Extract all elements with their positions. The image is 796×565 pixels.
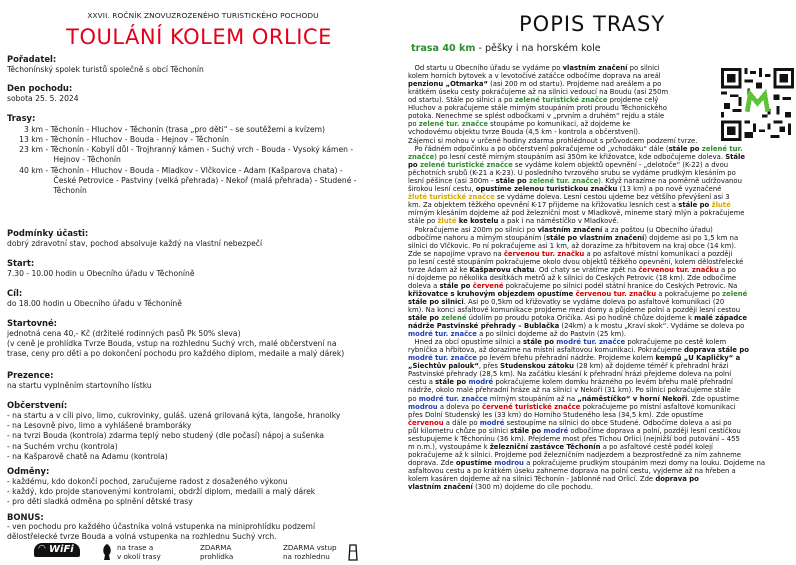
left-column: [0, 0, 398, 563]
reward-item: - každému, kdo dokončí pochod, zaručujeme radost z dosaženého výkonu: [7, 477, 288, 486]
refreshments-label: Občerstvení:: [7, 400, 68, 410]
route-row: [7, 145, 353, 155]
route-subtitle-km: trasa 40 km: [411, 43, 476, 54]
suchy-caption-line: na rozhlednu: [283, 552, 330, 561]
route-row: [7, 125, 325, 135]
refreshments-list: [7, 411, 340, 462]
route-text: - Těchonín - Kobylí důl - Trojhranný kámen - Suchý vrch - Bouda - Vysoký kámen -: [45, 145, 354, 154]
rewards-list: [7, 477, 315, 508]
geocache-icon: [100, 543, 114, 561]
start-label: Start:: [7, 258, 35, 268]
route-description-title: POPIS TRASY: [519, 12, 666, 36]
finish-text: do 18.00 hodin u Obecního úřadu v Těchoníně: [7, 299, 182, 308]
bouda-caption-line: prohlídka: [200, 552, 234, 561]
organizer-label: Pořadatel:: [7, 54, 57, 64]
fee-text: [7, 329, 344, 360]
route-description-text: Zájemci si mohou v určené hodiny zdarma prohlédnout s průvodcem podzemí tvrze. Po řádném odpočinku a po občerstvení pokračujeme od „vchodáku“ dále (stále po zelené tur. značce) po lesní cestě mírným stoupáním asi 350m ke křižovatce, kde odbočujeme doleva. Stále po zelené turistické značce se vydáme kolem objektů opevnění - „delotoče“ (K-22) a dvou pěchotních srubů (K-21 a K-23). U posledního tvrzového srubu se vydáme prudkým klesáním po lesní pěšince (asi 300m - stále po zelené tur. značce). Když narazíme na poměrně udržovanou širokou lesní cestu, opustíme zelenou turistickou značku (13 km) a po nově vyznačené žluté turistické značce se vydáme doleva. Lesní cestou ujdeme bez většího převýšení asi 3 km. Za objektem těžkého opevnění K-17 přijdeme na křižovatku lesních cest a stále po žluté mírným klesáním dojdeme až pod železniční most v Mladkově, mineme starý mlýn a pokračujeme stále po žluté ke kostelu a pak i na náměstíčko v Mladkově. Pokračujeme asi 200m po silnici po vlastním značení a za poštou (u Obecního úřadu) odbočíme nahoru a mírným stoupáním (stále po vlastním značení) dojdeme asi po 1,5 km na silnici do Vlčkovic. Po ní pokračujeme asi 1 km, až dorazíme za hřbitovem na kraj obce (14 km). Zde se napojíme vpravo na červenou tur. značku a po asfaltové místní komunikaci a později po lesní cestě stoupáním pokračujeme okolo dvou objektů těžkého opevnění, kolem dělostřelecké tvrze Adam až ke Kašparovu chatu. Od chaty se vrátíme zpět na červenou tur. značku a po ní dojdeme po několika desítkách metrů až k silnici do Českých Petrovic (18 km). Zde odbočíme doleva a stále po červené pokračujeme po silnici podél státní hranice do Českých Petrovic. Na křižovatce s kruhovým objezdem opustíme červenou tur. značku a pokračujeme po zelené stále po silnici. Asi po 0,5km od křižovatky se vydáme doleva po asfaltové komunikaci (20 km). Na konci asfaltové komunikace projdeme mezi domy a půjdeme polní a později lesní cestou stále po zelené údolím po proudu potoka Oričíka. Asi po hodině chůze dojdeme k malé západce nádrže Pastvinské přehrady – Bublačka (24km) a k mostu „Kraví skok“. Vydáme se doleva po modré tur. značce a po silnici dojdeme až do Pastvin (25 km). Hned za obcí opustíme silnici a stále po modré tur. značce pokračujeme po cestě kolem rybníčka a hřbitova, až dorazíme na místní asfaltovou komunikaci. Pokračujeme doprava stále po modré tur. značce po levém břehu přehradní nádrže. Projdeme kolem kempů „U Kapličky“ a „Šiechtův palouk“, přes Studenskou zátoku (28 km) až dojdeme téměř k přehradní hrázi Pastvinské přehrady (28,5 km). Na začátku klesání k přehradní hrázi přejdeme doleva na polní cestu a stále po modré pokračujeme kolem domku hrázného po levém břehu malé přehradní nádrže, okolo malé přehradní hráze až na silnici v Nekoři (31 km). Po silnici pokračujeme stále po modré tur. značce mírným stoupáním až na „náměstíčko“ v horní Nekoři. Zde opustíme modrou a doleva po červené turistické značce pokračujeme po místní asfaltové komunikaci přes Dolní Studenský les (33 km) do Horního Studeného lesa (34,5 km). Zde opustíme červenou a dále po modré sestoupíme na silnici do obce Studené. Odbočíme doleva a asi po půl kilometru chůze po silnici stále po modré odbočíme doprava a polní, později lesní cestičkou sestupujeme k Těchonínu (36 km). Přejdeme most přes Tichou Orlici (nejnižší bod putování – 455 m n.m.), vystoupáme k železniční zastávce Těchonín a po asfaltové cestě podél kolejí pokračujeme až k silnici. Projdeme pod železničním nadjezdem a bezprostředně za ním zahneme doprava. Zde opustíme modrou a pokračujeme prudkým stoupáním mezi domy na louku. Dojdeme na asfaltovou cestu a po krátkém úseku zahneme doprava na polní cestu, vyjdeme až na hřeben a kolem kasáren dojdeme až na silnici Těchonín - Jablonné nad Orlicí. Zde doprava po vlastním značení (300 m) dojdeme do cíle pochodu.: [408, 137, 766, 492]
route-text: České Petrovice - Pastviny (velká přehrada) - Nekoř (malá přehrada) - Studené -: [53, 176, 357, 185]
wifi-icon: ◠: [38, 544, 46, 554]
event-edition-header: XXVII. ROČNÍK ZNOVUZROZENÉHO TURISTICKÉHO POCHODU: [87, 11, 319, 20]
bouda-caption-line: ZDARMA: [200, 543, 232, 552]
refreshment-item: - na Kašparově chatě na Adamu (kontrola): [7, 451, 168, 461]
route-text: - Těchonín - Hluchov - Těchonín (trasa „pro děti“ - se soutěžemi a kvízem): [45, 125, 326, 134]
route-subtitle: [411, 43, 601, 54]
event-title: TOULÁNÍ KOLEM ORLICE: [66, 25, 332, 49]
route-row: [7, 186, 87, 196]
date-label: Den pochodu:: [7, 83, 73, 93]
route-km: 23 km: [19, 145, 43, 154]
bonus-line: - ven pochodu pro každého účastníka volná vstupenka na miniprohlídku podzemí: [7, 522, 316, 531]
route-text: - Těchonín - Hluchov - Bouda - Mladkov - Vlčkovice - Adam (Kašparova chata) -: [45, 166, 343, 175]
route-km: 13 km: [19, 135, 43, 144]
geocache-caption: [117, 543, 161, 561]
bonus-text: [7, 522, 315, 542]
finish-label: Cíl:: [7, 288, 23, 298]
conditions-text: dobrý zdravotní stav, pochod absolvuje každý na vlastní nebezpečí: [7, 239, 263, 248]
wifi-badge: [34, 543, 80, 557]
organizer-text: Těchonínský spolek turistů společně s obcí Těchonín: [7, 65, 204, 74]
wifi-label: WiFi: [49, 544, 74, 555]
route-text: - Těchonín - Hluchov - Bouda - Hejnov - Těchonín: [45, 135, 229, 144]
lookout-tower-icon: [346, 543, 360, 561]
conditions-label: Podmínky účasti:: [7, 228, 89, 238]
route-row: [7, 176, 357, 186]
route-row: [7, 166, 343, 176]
refreshment-item: - na Suchém vrchu (kontrola): [7, 441, 118, 451]
right-column: [403, 0, 796, 563]
registration-label: Prezence:: [7, 370, 54, 380]
rewards-label: Odměny:: [7, 466, 50, 476]
bouda-caption: [200, 543, 233, 561]
registration-text: na startu vyplněním startovního lístku: [7, 381, 152, 390]
bonus-line: dělostřelecké tvrze Bouda a volná vstupenka na rozhlednu Suchý vrch.: [7, 532, 277, 542]
refreshment-item: - na startu a v cíli pivo, limo, cukrovinky, guláš. uzená grilovaná kýta, langoše, hranolky: [7, 411, 341, 420]
refreshment-item: - na tvrzi Bouda (kontrola) zdarma teplý nebo studený (dle počasí) nápoj a sušenka: [7, 431, 325, 441]
route-text: Hejnov - Těchonín: [53, 155, 121, 164]
date-text: sobota 25. 5. 2024: [7, 94, 79, 103]
fee-line: trase, ceny pro děti a po dokončení pochodu pro každého diplom, medaile a malý dárek): [7, 349, 345, 359]
route-km: 40 km: [19, 166, 43, 175]
routes-label: Trasy:: [7, 113, 36, 123]
suchy-caption-line: ZDARMA vstup: [283, 543, 337, 552]
refreshment-item: - na Lesovně pivo, limo a vyhlášené bramboráky: [7, 421, 192, 431]
route-description-text: Od startu u Obecního úřadu se vydáme po vlastním značení po silnici kolem horních bytovek a v levotočivé zatáčce odbočíme doprava na areál penzionu „Otmarka“ (asi 200 m od startu). Projdeme nad areálem a po krátkém úseku cesty pokračujeme až na silnici vedoucí na Boudu (asi 250m od startu). Stále po silnici a po zelené turistické značce projdeme celý Hluchov a pokračujeme stále mírným stoupáním proti proudu Těchonického potoka. Nenechme se splést odbočkami v „prvním a druhém“ rejdu a stále po zelené tur. značce stoupáme po komunikaci, až dojdeme ke vchodovému objektu tvrze Bouda (4,5 km - kontrola a občerstvení).: [408, 64, 669, 137]
route-subtitle-rest: - pěšky i na horském kole: [475, 43, 601, 54]
fee-label: Startovné:: [7, 318, 58, 328]
suchy-vrch-caption: [283, 543, 337, 561]
geocache-caption-line: v okolí trasy: [117, 552, 161, 561]
route-km: 3 km: [23, 125, 43, 134]
route-text: Těchonín: [53, 186, 87, 195]
reward-item: - pro děti sladká odměna po splnění dětské trasy: [7, 497, 193, 507]
geocache-caption-line: na trase a: [117, 543, 154, 552]
reward-item: - každý, kdo projde stanovenými kontrolami, obdrží diplom, medaili a malý dárek: [7, 487, 316, 497]
fee-line: (v ceně je prohlídka Tvrze Bouda, vstup na rozhlednu Suchý vrch, malé občerstvení na: [7, 339, 337, 349]
fee-line: jednotná cena 40,- Kč (držitelé rodinných pasů Pk 50% sleva): [7, 329, 241, 338]
route-row: [7, 135, 229, 145]
route-row: [7, 155, 121, 165]
qr-code-icon[interactable]: [721, 68, 794, 141]
start-text: 7.30 - 10.00 hodin u Obecního úřadu v Těchoníně: [7, 269, 195, 278]
bonus-label: BONUS:: [7, 512, 44, 522]
